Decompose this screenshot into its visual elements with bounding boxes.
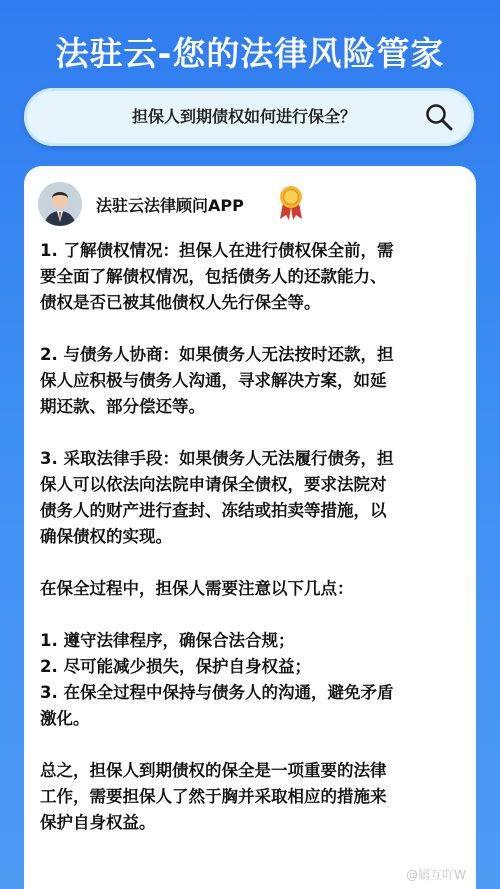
- answer-content: [40, 238, 466, 836]
- avatar: [38, 182, 82, 226]
- agent-name: 法驻云法律顾问APP: [96, 196, 244, 215]
- search-query: 担保人到期债权如何进行保全？: [131, 107, 356, 126]
- answer-paragraph-2: 2. 与债务人协商：如果债务人无法按时还款，担 保人应积极与债务人沟通，寻求解决方案，如延 期还款、部分偿还等。: [40, 345, 394, 416]
- page-title: 法驻云-您的法律风险管家: [55, 34, 445, 73]
- answer-paragraph-4: 在保全过程中，担保人需要注意以下几点：: [40, 579, 354, 598]
- medal-icon: [278, 185, 304, 221]
- watermark: @嫣互吖W: [406, 868, 466, 882]
- answer-paragraph-3: 3. 采取法律手段：如果债务人无法履行债务，担 保人可以依法向法院申请保全债权，要求法院对 债务人的财产进行查封、冻结或拍卖等措施，以 确保债权的实现。: [40, 449, 394, 546]
- answer-paragraph-5: 1. 遵守法律程序，确保合法合规； 2. 尽可能减少损失，保护自身权益； 3. 在保全过程中保持与债务人的沟通，避免矛盾 激化。: [40, 631, 394, 728]
- search-bar[interactable]: [24, 88, 474, 146]
- answer-paragraph-6: 总之，担保人到期债权的保全是一项重要的法律 工作，需要担保人了然于胸并采取相应的措施来 保护自身权益。: [40, 761, 387, 832]
- search-icon[interactable]: [424, 102, 454, 132]
- answer-paragraph-1: 1. 了解债权情况：担保人在进行债权保全前，需 要全面了解债权情况，包括债务人的还款能力、 债权是否已被其他债权人先行保全等。: [40, 241, 394, 312]
- answer-card: [24, 166, 476, 889]
